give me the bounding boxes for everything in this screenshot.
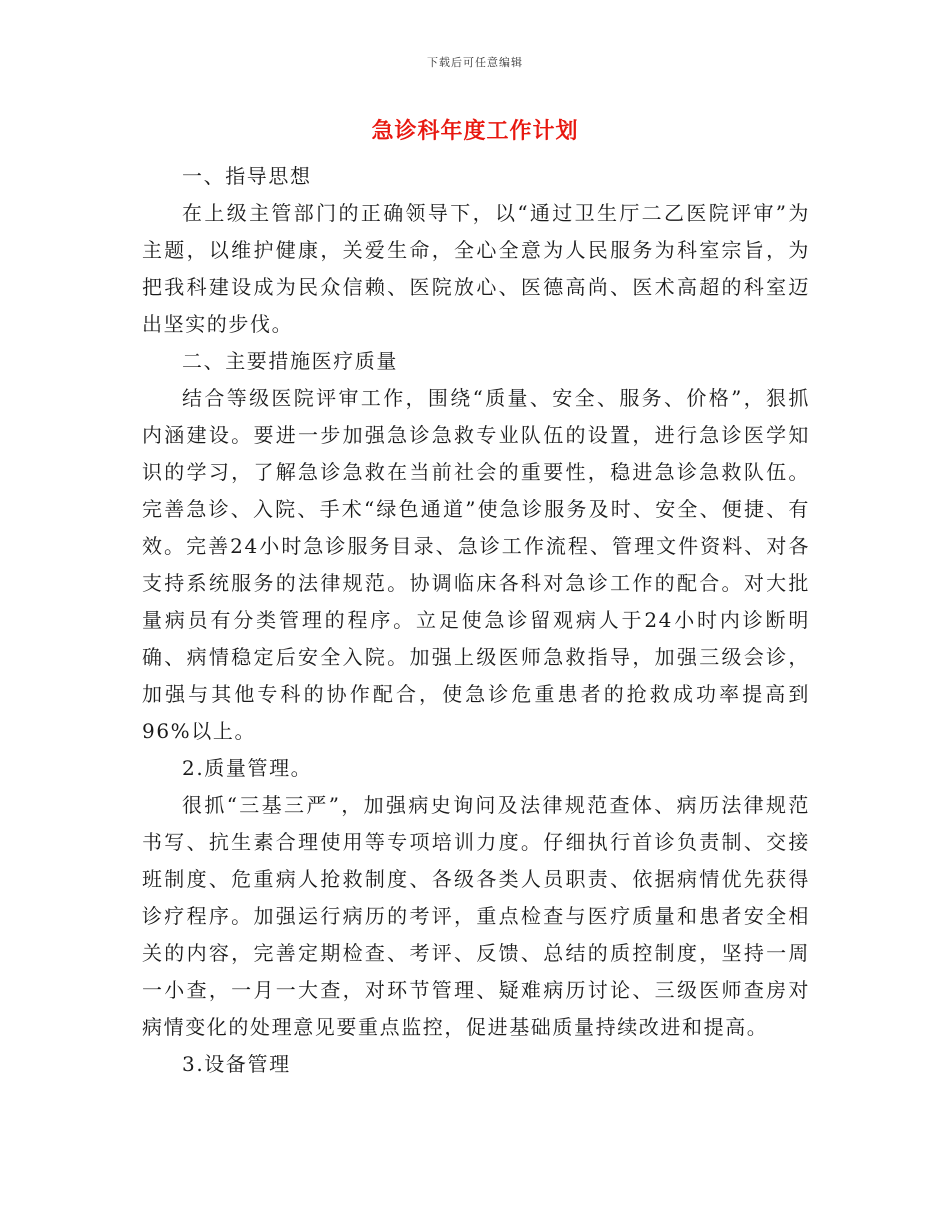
page-header-note: 下载后可任意编辑 [427, 56, 523, 69]
paragraph-guiding-ideology: 在上级主管部门的正确领导下，以“通过卫生厅二乙医院评审”为主题，以维护健康，关爱生命，全心全意为人民服务为科室宗旨，为把我科建设成为民众信赖、医院放心、医德高尚、医术高超的科室迈出坚实的步伐。 [142, 201, 810, 336]
document-title: 急诊科年度工作计划 [371, 119, 579, 144]
section-heading-main-measures: 二、主要措施医疗质量 [182, 349, 398, 373]
document-body [142, 158, 810, 1083]
paragraph-quality-management: 很抓“三基三严”，加强病史询问及法律规范查体、病历法律规范书写、抗生素合理使用等专项培训力度。仔细执行首诊负责制、交接班制度、危重病人抢救制度、各级各类人员职责、依据病情优先获得诊疗程序。加强运行病历的考评，重点检查与医疗质量和患者安全相关的内容，完善定期检查、考评、反馈、总结的质控制度，坚持一周一小查，一月一大查，对环节管理、疑难病历讨论、三级医师查房对病情变化的处理意见要重点监控，促进基础质量持续改进和提高。 [142, 793, 810, 1039]
section-heading-quality-management: 2.质量管理。 [182, 756, 313, 780]
paragraph-main-measures: 结合等级医院评审工作，围绕“质量、安全、服务、价格”，狠抓内涵建设。要进一步加强急诊急救专业队伍的设置，进行急诊医学知识的学习，了解急诊急救在当前社会的重要性，稳进急诊急救队伍。完善急诊、入院、手术“绿色通道”使急诊服务及时、安全、便捷、有效。完善24小时急诊服务目录、急诊工作流程、管理文件资料、对各支持系统服务的法律规范。协调临床各科对急诊工作的配合。对大批量病员有分类管理的程序。立足使急诊留观病人于24小时内诊断明确、病情稳定后安全入院。加强上级医师急救指导，加强三级会诊，加强与其他专科的协作配合，使急诊危重患者的抢救成功率提高到96%以上。 [142, 386, 810, 743]
section-heading-equipment-management: 3.设备管理 [182, 1052, 291, 1076]
section-heading-guiding-ideology: 一、指导思想 [182, 164, 312, 188]
